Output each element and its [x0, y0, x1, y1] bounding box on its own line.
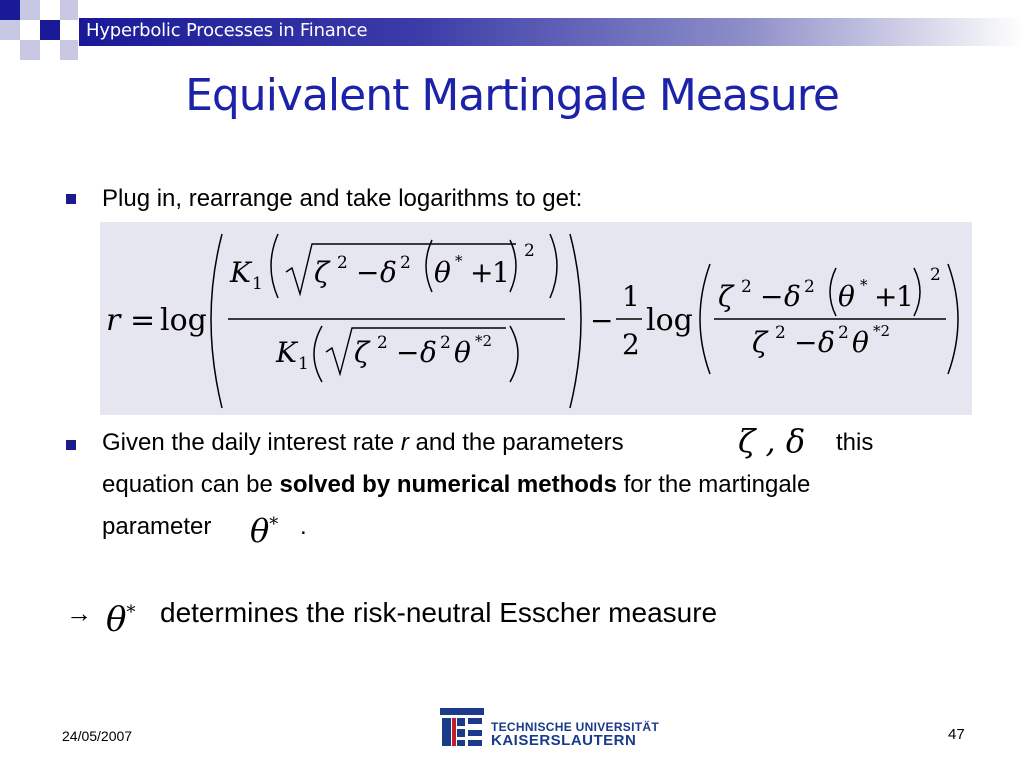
- paren-right: [570, 234, 581, 408]
- num-delta: δ: [380, 256, 397, 289]
- theta-star: θ*: [250, 511, 279, 550]
- num-zeta: ζ: [314, 256, 330, 289]
- bullet-marker: [66, 194, 76, 204]
- svg-text:θ: θ: [454, 336, 471, 369]
- bullet-2-line-2: equation can be solved by numerical methods for the martingale: [102, 471, 811, 498]
- svg-text:*: *: [860, 276, 868, 294]
- svg-text:ζ: ζ: [752, 326, 768, 359]
- svg-text:*2: *2: [475, 332, 493, 350]
- tu-logo-icon: [438, 702, 488, 750]
- num-theta: θ: [434, 256, 451, 289]
- logo-line-1: TECHNISCHE UNIVERSITÄT: [491, 720, 659, 734]
- svg-text:−: −: [794, 326, 818, 359]
- eq-lhs: r: [106, 303, 121, 338]
- svg-text:δ: δ: [420, 336, 437, 369]
- paren-left: [211, 234, 222, 408]
- bullet-2-this: this: [836, 429, 874, 456]
- header-title: Hyperbolic Processes in Finance: [86, 20, 368, 41]
- svg-text:1: 1: [298, 354, 309, 374]
- svg-text:2: 2: [838, 323, 849, 343]
- bullet-2-period: .: [300, 513, 307, 540]
- conclusion-text: determines the risk-neutral Esscher measure: [160, 597, 718, 628]
- svg-text:2: 2: [440, 333, 451, 353]
- svg-text:2: 2: [930, 265, 941, 285]
- bullet-2-line-3: parameter: [102, 513, 212, 540]
- svg-text:δ: δ: [784, 280, 801, 313]
- svg-text:−: −: [760, 280, 784, 313]
- params-zeta-delta: ζ , δ: [738, 422, 806, 460]
- conclusion-theta: θ*: [106, 599, 136, 640]
- svg-text:−: −: [396, 336, 420, 369]
- svg-text:δ: δ: [818, 326, 835, 359]
- slide-title: Equivalent Martingale Measure: [185, 70, 839, 121]
- university-logo: [438, 702, 488, 750]
- svg-text:+: +: [874, 280, 898, 313]
- svg-text:2: 2: [741, 277, 752, 297]
- num-K-sub: 1: [252, 274, 263, 294]
- num-K: K: [230, 256, 251, 289]
- logo-line-2: KAISERSLAUTERN: [491, 732, 637, 749]
- half-den: 2: [622, 328, 640, 361]
- svg-text:2: 2: [337, 253, 348, 273]
- svg-text:+: +: [470, 256, 494, 289]
- svg-text:K: K: [276, 336, 297, 369]
- half-num: 1: [622, 280, 640, 313]
- svg-text:*2: *2: [873, 322, 891, 340]
- formula-box: [100, 222, 972, 415]
- arrow-icon: →: [66, 598, 92, 628]
- svg-text:1: 1: [492, 256, 510, 289]
- svg-text:2: 2: [775, 323, 786, 343]
- svg-text:θ: θ: [838, 280, 855, 313]
- svg-text:2: 2: [524, 241, 535, 261]
- svg-text:*: *: [455, 252, 463, 270]
- svg-text:ζ: ζ: [354, 336, 370, 369]
- footer-date: 24/05/2007: [62, 728, 133, 744]
- eq-equals: =: [130, 303, 156, 338]
- svg-text:−: −: [590, 304, 614, 337]
- svg-text:2: 2: [377, 333, 388, 353]
- svg-text:θ: θ: [852, 326, 869, 359]
- bullet-marker: [66, 440, 76, 450]
- bullet-2-line-1: Given the daily interest rate r and the parameters: [102, 429, 624, 456]
- svg-text:2: 2: [400, 253, 411, 273]
- bullet-text: Plug in, rearrange and take logarithms to get:: [102, 185, 583, 212]
- rate-r: r: [400, 429, 409, 456]
- svg-text:ζ: ζ: [718, 280, 734, 313]
- eq-log: log: [160, 303, 207, 338]
- svg-text:−: −: [356, 256, 380, 289]
- svg-text:2: 2: [804, 277, 815, 297]
- equation: [100, 222, 972, 415]
- svg-text:log: log: [646, 303, 693, 338]
- page-number: 47: [948, 726, 965, 743]
- svg-text:1: 1: [896, 280, 914, 313]
- bold-phrase: solved by numerical methods: [279, 471, 617, 498]
